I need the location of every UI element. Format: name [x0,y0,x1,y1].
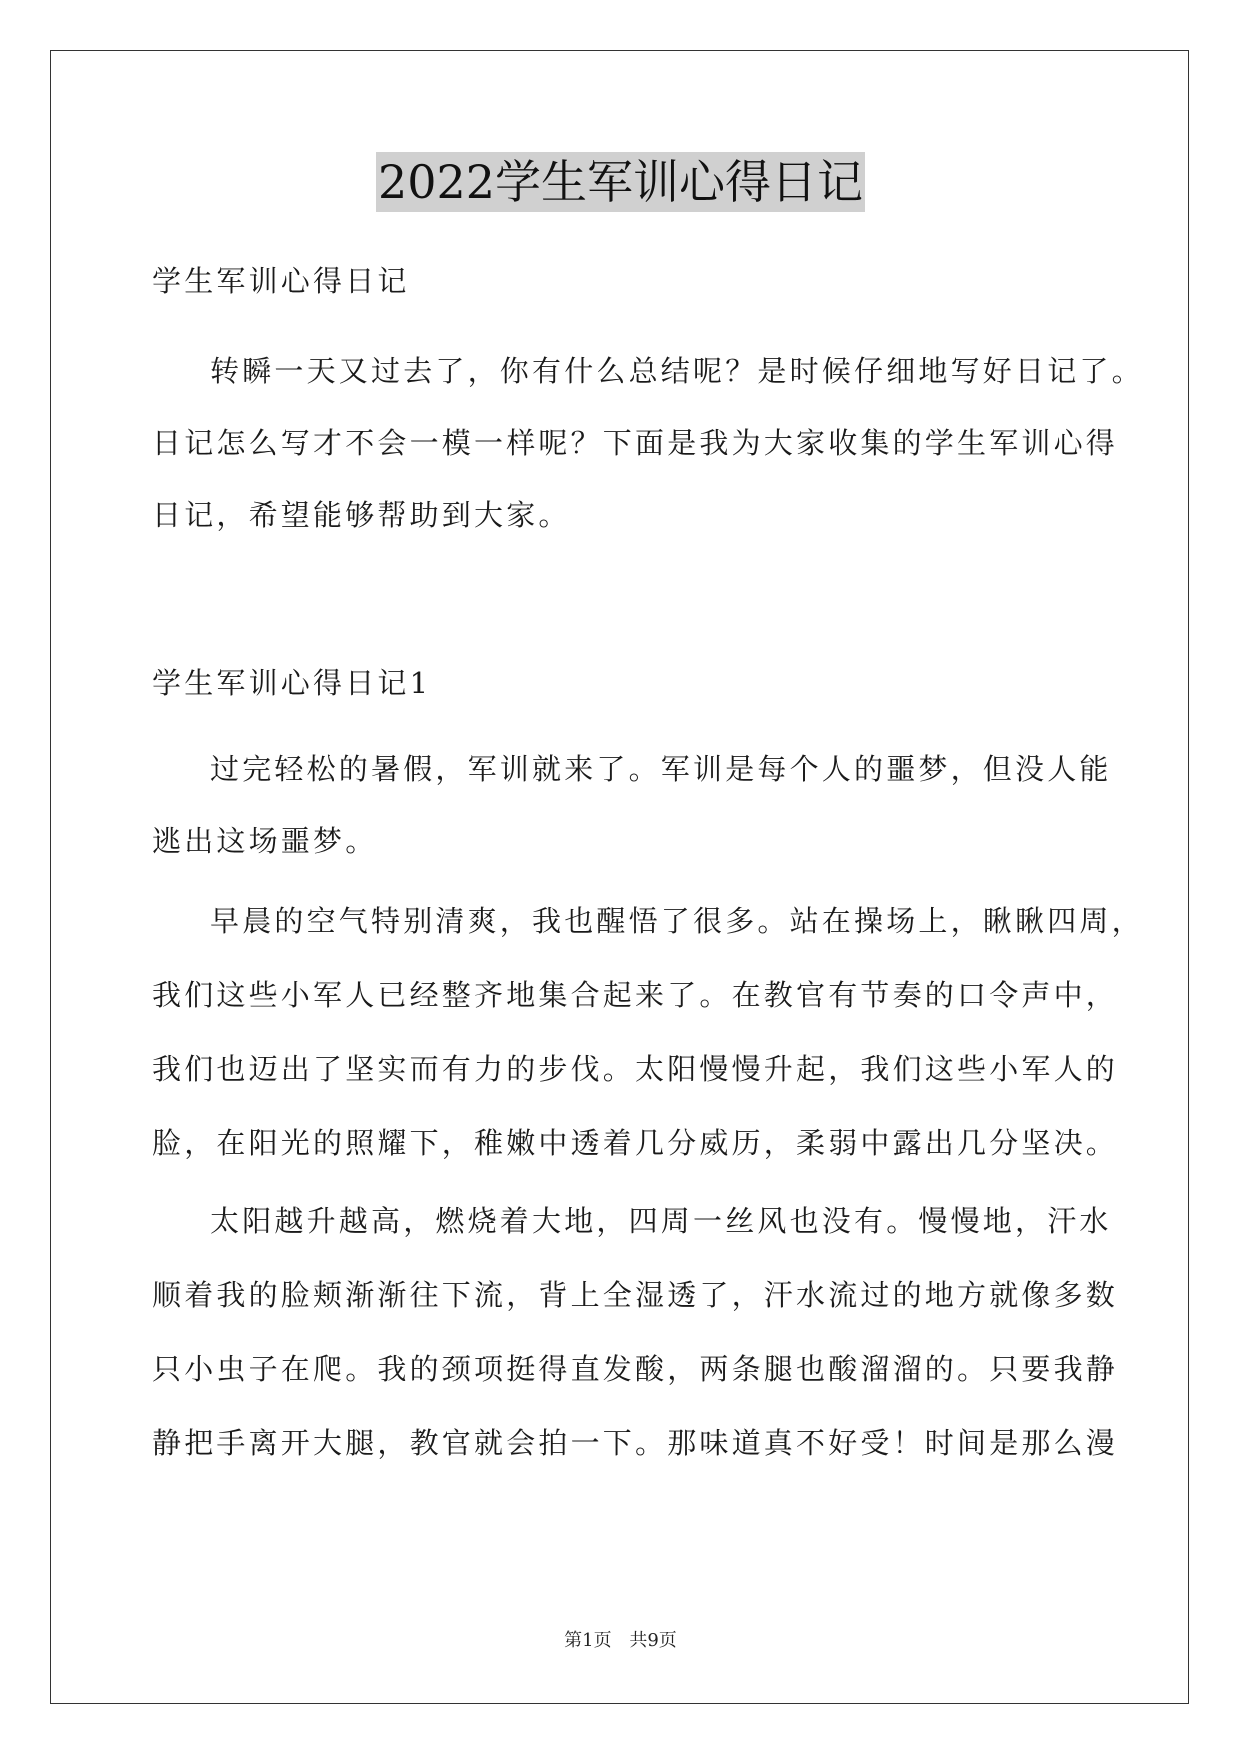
paragraph-line: 只小虫子在爬。我的颈项挺得直发酸，两条腿也酸溜溜的。只要我静 [152,1352,1119,1386]
page-number: 第1页 [564,1630,612,1651]
page-footer [0,1626,1241,1652]
paragraph-line: 我们这些小军人已经整齐地集合起来了。在教官有节奏的口令声中， [152,978,1119,1012]
paragraph-line: 顺着我的脸颊渐渐往下流，背上全湿透了，汗水流过的地方就像多数 [152,1278,1119,1312]
paragraph-line: 脸，在阳光的照耀下，稚嫩中透着几分威历，柔弱中露出几分坚决。 [152,1126,1119,1160]
paragraph-line: 早晨的空气特别清爽，我也醒悟了很多。站在操场上，瞅瞅四周， [210,904,1144,938]
paragraph-line: 静把手离开大腿，教官就会拍一下。那味道真不好受！时间是那么漫 [152,1426,1119,1460]
paragraph-line: 我们也迈出了坚实而有力的步伐。太阳慢慢升起，我们这些小军人的 [152,1052,1119,1086]
heading-section-1: 学生军训心得日记1 [152,666,432,700]
paragraph-line: 转瞬一天又过去了，你有什么总结呢？是时候仔细地写好日记了。 [210,354,1144,388]
heading-intro: 学生军训心得日记 [152,264,410,298]
title-container [0,152,1241,212]
page-total: 共9页 [629,1630,677,1651]
paragraph-line: 日记怎么写才不会一模一样呢？下面是我为大家收集的学生军训心得 [152,426,1119,460]
paragraph-line: 日记，希望能够帮助到大家。 [152,498,571,532]
paragraph-line: 太阳越升越高，燃烧着大地，四周一丝风也没有。慢慢地，汗水 [210,1204,1112,1238]
paragraph-line: 逃出这场噩梦。 [152,824,378,858]
paragraph-line: 过完轻松的暑假，军训就来了。军训是每个人的噩梦，但没人能 [210,752,1112,786]
document-title: 2022学生军训心得日记 [376,152,865,212]
